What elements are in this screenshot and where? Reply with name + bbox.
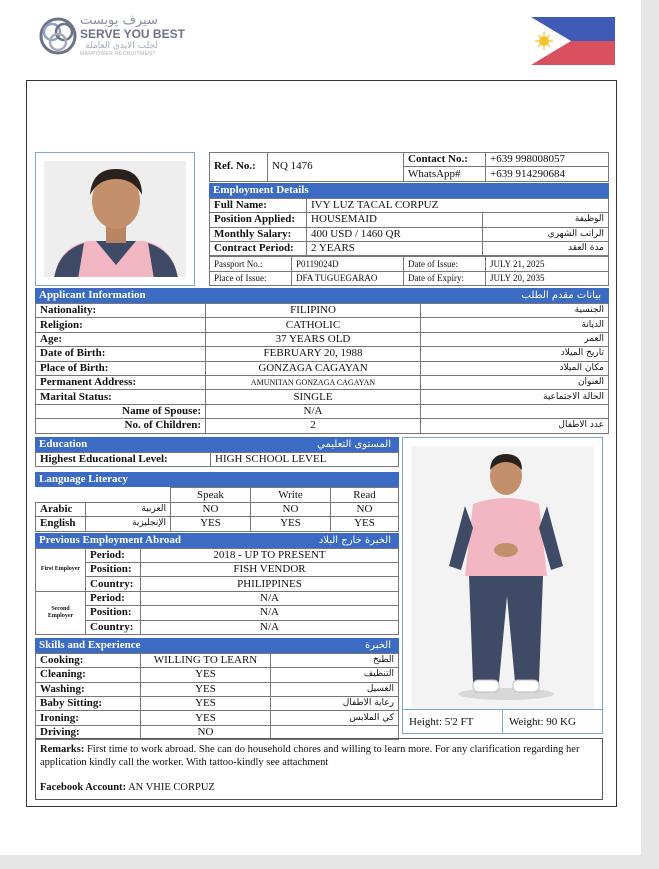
applicant-label: Date of Birth:: [36, 347, 206, 361]
write-header: Write: [251, 488, 331, 502]
company-logo-icon: [38, 14, 78, 58]
ref-value: NQ 1476: [268, 153, 404, 182]
body-measurements: [403, 709, 602, 733]
applicant-row: [36, 390, 609, 404]
skill-arabic: كي الملابس: [271, 711, 399, 725]
applicant-label: Permanent Address:: [36, 375, 206, 389]
issue-date-label: Date of Issue:: [404, 257, 486, 271]
skills-rows: [36, 653, 399, 739]
remarks-label: Remarks:: [40, 744, 85, 755]
salary-arabic: الراتب الشهري: [483, 227, 609, 241]
salary-label: Monthly Salary:: [210, 227, 307, 241]
language-corner: [36, 488, 171, 502]
applicant-arabic: الحالة الاجتماعية: [421, 390, 609, 404]
contact-value: +639 998008057: [486, 153, 609, 167]
second-position-value: N/A: [141, 606, 399, 620]
second-position-label: Position:: [86, 606, 141, 620]
applicant-label: Religion:: [36, 318, 206, 332]
skill-row: [36, 668, 399, 682]
issue-date-value: JULY 21, 2025: [486, 257, 609, 271]
speak-header: Speak: [171, 488, 251, 502]
language-read: NO: [331, 502, 399, 516]
applicant-arabic: الديانة: [421, 318, 609, 332]
children-label: No. of Children:: [36, 419, 206, 433]
passport-table: [209, 256, 609, 286]
applicant-row: [36, 361, 609, 375]
skill-arabic: رعاية الاطفال: [271, 697, 399, 711]
education-title: Education: [39, 438, 88, 450]
passport-label: Passport No.:: [210, 257, 292, 271]
spouse-label: Name of Spouse:: [36, 404, 206, 418]
applicant-table: [35, 303, 609, 434]
applicant-value: 37 YEARS OLD: [206, 332, 421, 346]
position-value: HOUSEMAID: [307, 213, 483, 227]
first-period-value: 2018 - UP TO PRESENT: [141, 548, 399, 562]
applicant-portrait-photo: [35, 152, 195, 286]
skill-value: WILLING TO LEARN: [141, 653, 271, 667]
previous-employment-header: [35, 533, 399, 548]
brand-name: SERVE YOU BEST: [80, 27, 185, 41]
remarks-section: [35, 738, 603, 800]
previous-employment-title: Previous Employment Abroad: [39, 533, 181, 546]
passport-value: P0119024D: [292, 257, 404, 271]
language-table: [35, 487, 399, 531]
skill-arabic: التنظيف: [271, 668, 399, 682]
place-issue-label: Place of Issue:: [210, 271, 292, 285]
previous-employment-table: [35, 548, 399, 635]
place-issue-value: DFA TUGUEGARAO: [292, 271, 404, 285]
applicant-arabic: تاريخ الميلاد: [421, 347, 609, 361]
applicant-label: Place of Birth:: [36, 361, 206, 375]
letterhead: [0, 0, 641, 78]
language-header: Language Literacy: [35, 472, 399, 487]
facebook-label: Facebook Account:: [40, 782, 127, 793]
brand-arabic-sub: لجلب الايدي العاملة: [85, 41, 158, 51]
applicant-value: GONZAGA CAGAYAN: [206, 361, 421, 375]
skill-row: [36, 682, 399, 696]
applicant-info-title: Applicant Information: [39, 289, 146, 301]
skill-label: Driving:: [36, 725, 141, 739]
applicant-value: FEBRUARY 20, 1988: [206, 347, 421, 361]
applicant-label: Nationality:: [36, 304, 206, 318]
ref-label: Ref. No.:: [210, 153, 268, 182]
expiry-label: Date of Expiry:: [404, 271, 486, 285]
portrait-image-icon: [44, 161, 186, 277]
second-country-label: Country:: [86, 620, 141, 634]
education-table: [35, 452, 399, 467]
ref-table: [209, 152, 609, 182]
height-value: Height: 5'2 FT: [403, 710, 503, 733]
skills-title-arabic: الخبرة: [364, 639, 391, 651]
language-arabic: الإنجليزية: [86, 517, 171, 531]
children-arabic: عدد الاطفال: [421, 419, 609, 433]
first-country-value: PHILIPPINES: [141, 577, 399, 591]
whatsapp-label: WhatsApp#: [404, 167, 486, 181]
skill-arabic: الغسيل: [271, 682, 399, 696]
whatsapp-value: +639 914290684: [486, 167, 609, 181]
brand-arabic: سيرف يوبست: [80, 13, 158, 28]
skill-label: Cooking:: [36, 653, 141, 667]
skill-label: Washing:: [36, 682, 141, 696]
expiry-value: JULY 20, 2035: [486, 271, 609, 285]
education-level-value: HIGH SCHOOL LEVEL: [211, 453, 399, 467]
left-column: [35, 437, 399, 740]
applicant-info-title-arabic: بيانات مقدم الطلب: [521, 290, 601, 301]
first-position-value: FISH VENDOR: [141, 562, 399, 576]
spouse-arabic: [421, 404, 609, 418]
company-name: [80, 14, 190, 57]
skill-row: [36, 697, 399, 711]
employment-details-section: [209, 152, 609, 286]
applicant-row: [36, 318, 609, 332]
applicant-row: [36, 304, 609, 318]
language-label: English: [36, 517, 86, 531]
language-speak: NO: [171, 502, 251, 516]
applicant-rows: [36, 304, 609, 405]
contract-arabic: مدة العقد: [483, 241, 609, 255]
applicant-label: Marital Status:: [36, 390, 206, 404]
second-employer-label: Second Employer: [36, 591, 86, 634]
weight-value: Weight: 90 KG: [509, 716, 576, 728]
education-level-label: Highest Educational Level:: [36, 453, 211, 467]
skill-label: Baby Sitting:: [36, 697, 141, 711]
facebook: [40, 781, 598, 794]
applicant-value: FILIPINO: [206, 304, 421, 318]
applicant-value: CATHOLIC: [206, 318, 421, 332]
brand-sub: MANPOWER RECRUITMENT: [80, 51, 156, 57]
language-label: Arabic: [36, 502, 86, 516]
second-period-value: N/A: [141, 591, 399, 605]
language-row: [36, 517, 399, 531]
spouse-value: N/A: [206, 404, 421, 418]
applicant-info-section: [35, 288, 609, 434]
skills-header: [35, 638, 399, 653]
children-value: 2: [206, 419, 421, 433]
language-arabic: العربية: [86, 502, 171, 516]
employment-details-header: Employment Details: [209, 183, 609, 198]
skill-arabic: الطبخ: [271, 653, 399, 667]
language-read: YES: [331, 517, 399, 531]
education-header: [35, 437, 399, 452]
contact-label: Contact No.:: [404, 153, 486, 167]
position-arabic: الوظيفة: [483, 213, 609, 227]
language-write: YES: [251, 517, 331, 531]
skills-table: [35, 653, 399, 740]
position-label: Position Applied:: [210, 213, 307, 227]
skills-title: Skills and Experience: [39, 638, 141, 651]
facebook-value: AN VHIE CORPUZ: [128, 782, 215, 793]
applicant-row: [36, 375, 609, 389]
salary-value: 400 USD / 1460 QR: [307, 227, 483, 241]
applicant-arabic: الجنسية: [421, 304, 609, 318]
skill-value: YES: [141, 697, 271, 711]
applicant-arabic: العنوان: [421, 375, 609, 389]
education-title-arabic: المستوى التعليمي: [317, 439, 391, 450]
full-name-label: Full Name:: [210, 198, 307, 212]
skill-value: YES: [141, 711, 271, 725]
applicant-row: [36, 332, 609, 346]
skill-value: NO: [141, 725, 271, 739]
first-period-label: Period:: [86, 548, 141, 562]
applicant-label: Age:: [36, 332, 206, 346]
full-name-value: IVY LUZ TACAL CORPUZ: [307, 198, 609, 212]
skill-value: YES: [141, 682, 271, 696]
applicant-fullbody-photo: [402, 437, 603, 734]
skill-row: [36, 653, 399, 667]
remarks: [40, 743, 598, 769]
employment-table: [209, 198, 609, 257]
applicant-value: AMUNITAN GONZAGA CAGAYAN: [206, 375, 421, 389]
read-header: Read: [331, 488, 399, 502]
skill-label: Cleaning:: [36, 668, 141, 682]
applicant-arabic: مكان الميلاد: [421, 361, 609, 375]
skill-row: [36, 711, 399, 725]
applicant-value: SINGLE: [206, 390, 421, 404]
skill-value: YES: [141, 668, 271, 682]
language-write: NO: [251, 502, 331, 516]
fullbody-image-icon: [411, 446, 594, 709]
applicant-info-header: [35, 288, 609, 303]
contract-label: Contract Period:: [210, 241, 307, 255]
remarks-text: First time to work abroad. She can do household chores and willing to learn more. For any clarification regarding her application kindly call the worker. With tattoo-kindly see attachment: [40, 744, 580, 768]
previous-employment-title-arabic: الخبرة خارج البلاد: [318, 534, 391, 546]
applicant-arabic: العمر: [421, 332, 609, 346]
philippines-flag-icon: [531, 17, 615, 65]
language-rows: [36, 502, 399, 531]
second-country-value: N/A: [141, 620, 399, 634]
language-row: [36, 502, 399, 516]
applicant-row: [36, 347, 609, 361]
language-speak: YES: [171, 517, 251, 531]
skill-label: Ironing:: [36, 711, 141, 725]
second-period-label: Period:: [86, 591, 141, 605]
contract-value: 2 YEARS: [307, 241, 483, 255]
first-employer-label: First Employer: [36, 548, 86, 591]
first-position-label: Position:: [86, 562, 141, 576]
first-country-label: Country:: [86, 577, 141, 591]
